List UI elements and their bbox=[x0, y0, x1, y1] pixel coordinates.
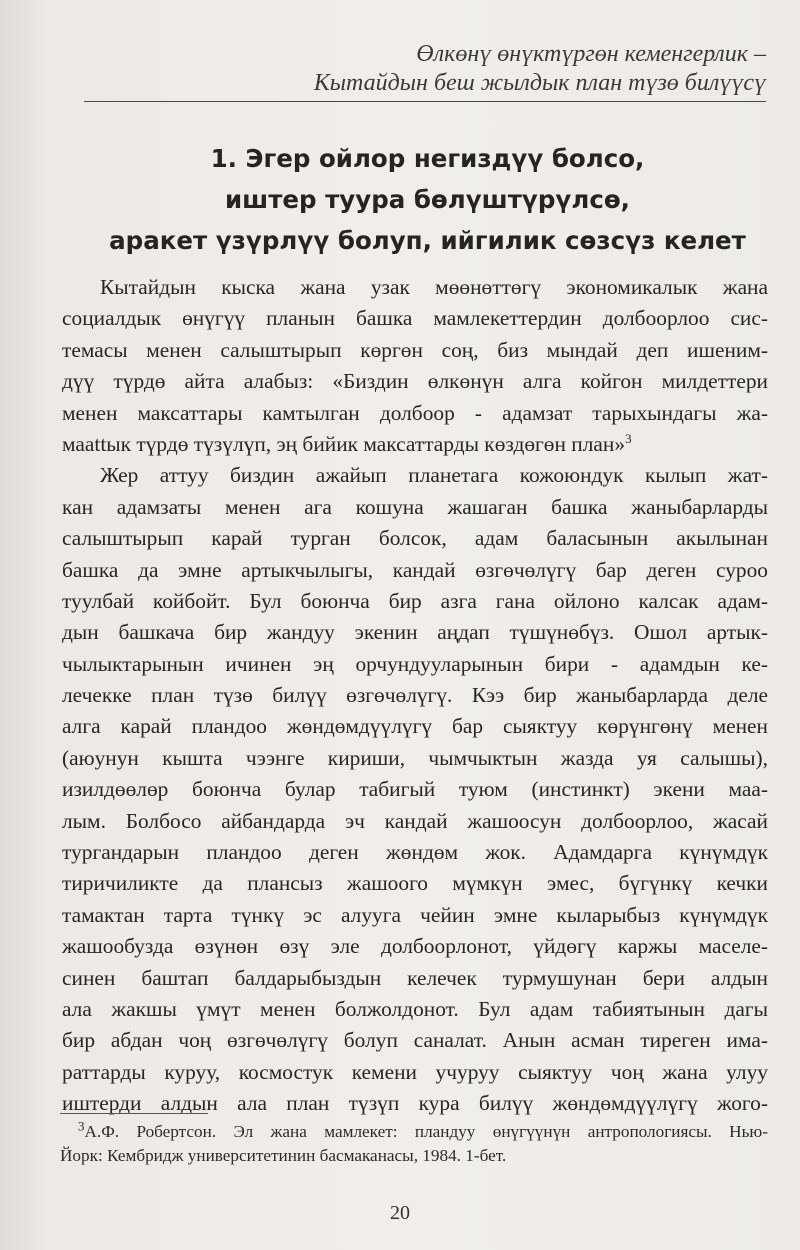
text-line: раттарды куруу, космостук кемени учуруу сыяктуу чоң жана улуу bbox=[62, 1059, 768, 1084]
text-line: темасы менен салыштырып көргөн соң, биз мындай деп ишеним- bbox=[62, 337, 768, 362]
text-line: ала жакшы үмүт менен болжолдонот. Бул адам табиятынын дагы bbox=[62, 996, 768, 1021]
footnote-line-2: Йорк: Кембридж университетинин басмаканасы, 1984. 1-бет. bbox=[60, 1146, 507, 1165]
footnote-marker: 3 bbox=[78, 1120, 85, 1134]
text-line: бир абдан чоң өзгөчөлүгү болуп саналат. Анын асман тиреген има- bbox=[62, 1028, 768, 1053]
text-line: туулбай койбойт. Бул боюнча бир азга гана ойлоно калсак адам- bbox=[62, 588, 768, 613]
text-line: башка да эмне артыкчылыгы, кандай өзгөчөлүгү бар деген суроо bbox=[62, 557, 768, 582]
text-line: жашообузда өзүнөн өзү эле долбоорлонот, үйдөгү каржы маселе- bbox=[62, 934, 768, 959]
section-title-line-2: иштер туура бөлүштүрүлсө, bbox=[225, 185, 630, 214]
footnote-text: А.Ф. Робертсон. Эл жана мамлекет: пландуу өнүгүүнүн антропологиясы. Нью- bbox=[84, 1122, 768, 1141]
text-line: чылыктарынын ичинен эң орчундууларынын бири - адамдын ке- bbox=[62, 651, 768, 676]
text-line: лечекке план түзө билүү өзгөчөлүгү. Кээ бир жаныбарларда деле bbox=[62, 683, 768, 708]
footnote-reference[interactable]: 3 bbox=[625, 430, 632, 446]
paragraph-2 bbox=[62, 460, 768, 1119]
page-number: 20 bbox=[390, 1202, 410, 1224]
text-line-content: маattык түрдө түзүлүп, эң бийик максаттарды көздөгөн план» bbox=[62, 431, 626, 456]
body-text bbox=[62, 272, 768, 1120]
text-line: иштерди алдын ала план түзүп кура билүү жөндөмдүүлүгү жого- bbox=[62, 1091, 768, 1116]
section-title-line-1: 1. Эгер ойлор негиздүү болсо, bbox=[210, 144, 645, 173]
paragraph-1 bbox=[62, 272, 768, 460]
text-line: Кытайдын кыска жана узак мөөнөттөгү экономикалык жана bbox=[100, 275, 768, 299]
text-line: дын башкача бир жандуу экенин аңдап түшүнөбүз. Ошол артык- bbox=[62, 620, 768, 645]
text-line: салыштырып карай турган болсок, адам баласынын акылынан bbox=[62, 526, 768, 551]
text-line: тиричиликте да плансыз жашоого мүмкүн эмес, бүгүнкү кечки bbox=[62, 871, 768, 896]
text-line: (аюунун кышта чээнге кириши, чымчыктын жазда уя салышы), bbox=[62, 745, 768, 770]
footnote bbox=[60, 1120, 768, 1168]
text-line: кан адамзаты менен ага кошуна жашаган башка жаныбарларды bbox=[62, 494, 768, 519]
text-line: менен максаттары камтылган долбоор - адамзат тарыхындагы жа- bbox=[62, 400, 768, 425]
section-title-line-3: аракет үзүрлүү болуп, ийгилик сөзсүз келет bbox=[109, 226, 746, 255]
section-title bbox=[90, 138, 765, 261]
footnote-line-1 bbox=[60, 1120, 768, 1144]
running-head bbox=[46, 40, 766, 98]
running-head-line-1: Өлкөнү өнүктүргөн кеменгерлик – bbox=[416, 41, 766, 67]
text-line: Жер аттуу биздин ажайып планетага кожоюндук кылып жат- bbox=[100, 463, 768, 488]
text-line: тургандарын пландоо деген жөндөм жок. Адамдарга күнүмдүк bbox=[62, 840, 768, 865]
text-line: социалдык өнүгүү планын башка мамлекеттердин долбоорлоо сис- bbox=[62, 306, 768, 331]
text-line bbox=[62, 429, 768, 460]
header-rule bbox=[84, 101, 766, 102]
text-line: дүү түрдө айта алабыз: «Биздин өлкөнүн алга койгон милдеттери bbox=[62, 369, 768, 394]
text-line: алга карай пландоо жөндөмдүүлүгү бар сыяктуу көрүнгөнү менен bbox=[62, 714, 768, 739]
footnote-rule bbox=[60, 1113, 208, 1114]
text-line: изилдөөлөр боюнча булар табигый туюм (инстинкт) экени маа- bbox=[62, 777, 768, 802]
running-head-line-2: Кытайдын беш жылдык план түзө билүүсү bbox=[313, 70, 766, 96]
text-line: тамактан тарта түнкү эс алууга чейин эмне кыларыбыз күнүмдүк bbox=[62, 902, 768, 927]
text-line: синен баштап балдарыбыздын келечек турмушунан бери алдын bbox=[62, 965, 768, 990]
text-line: лым. Болбосо айбандарда эч кандай жашоосун долбоорлоо, жасай bbox=[62, 808, 768, 833]
